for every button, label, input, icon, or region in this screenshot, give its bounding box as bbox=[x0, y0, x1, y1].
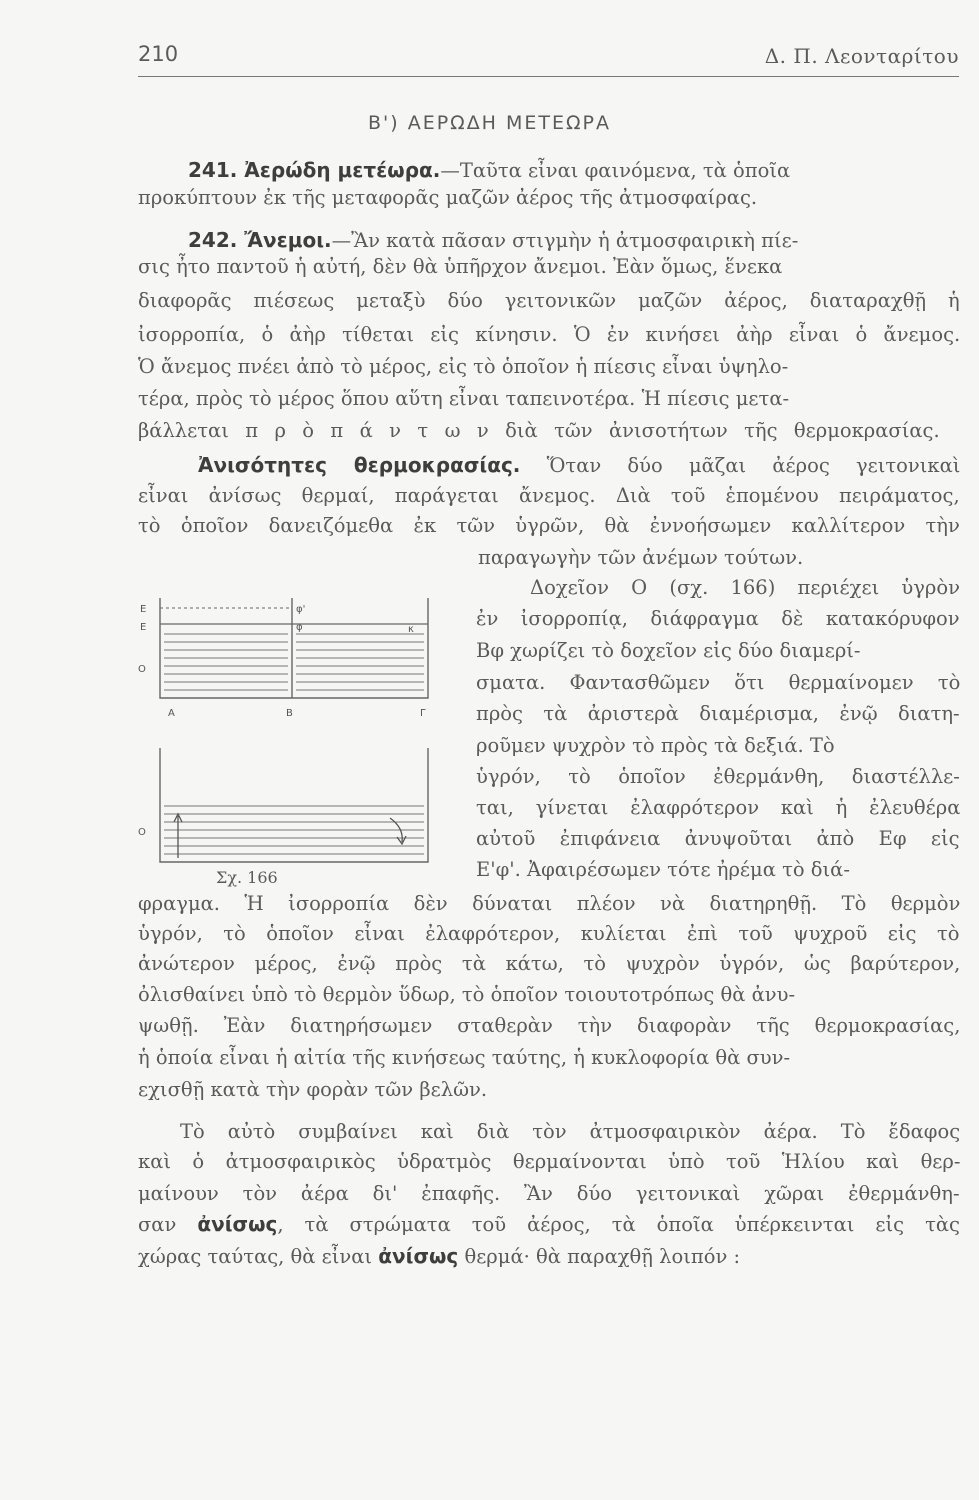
text-line bbox=[138, 325, 960, 345]
label-g: Γ bbox=[420, 708, 426, 719]
text-line bbox=[188, 230, 798, 251]
text-run: Ὁ ἄνεμος πνέει ἀπὸ τὸ μέρος, εἰς τὸ ὁποῖον ἡ πίεσις εἶναι ὑψηλο- bbox=[138, 355, 789, 378]
running-title: Δ. Π. Λεονταρίτου bbox=[764, 44, 959, 68]
text-run: Ε'φ'. Ἀφαιρέσωμεν τότε ἠρέμα τὸ διά- bbox=[476, 858, 850, 881]
text-run: θερμά· θὰ παραχθῇ λοιπόν : bbox=[458, 1245, 741, 1268]
text-line bbox=[138, 357, 788, 377]
label-k: κ bbox=[408, 624, 414, 635]
text-line bbox=[476, 704, 960, 724]
figure-166 bbox=[132, 580, 462, 900]
bold-run: 242. Ἄνεμοι. bbox=[188, 228, 332, 252]
text-line bbox=[138, 954, 960, 974]
text-run: χώρας ταύτας, θὰ εἶναι bbox=[138, 1245, 379, 1268]
text-run: εχισθῇ κατὰ τὴν φορὰν τῶν βελῶν. bbox=[138, 1078, 488, 1101]
text-run: ὀλισθαίνει ὑπὸ τὸ θερμὸν ὕδωρ, τὸ ὁποῖον τοιουτοτρόπως θὰ ἀνυ- bbox=[138, 983, 796, 1006]
text-run: ἰσορροπία, ὁ ἀὴρ τίθεται εἰς κίνησιν. Ὁ ἐν κινήσει ἀὴρ εἶναι ὁ ἄνεμος. bbox=[138, 323, 961, 346]
text-line bbox=[138, 985, 795, 1005]
bold-run: ἀνίσως bbox=[378, 1244, 459, 1268]
label-b: Β bbox=[286, 708, 293, 719]
text-line bbox=[476, 673, 960, 693]
text-line bbox=[478, 548, 803, 568]
text-line bbox=[530, 578, 960, 598]
text-line bbox=[138, 1184, 960, 1204]
text-line bbox=[138, 1152, 960, 1172]
text-line bbox=[138, 188, 757, 208]
text-run: ὑγρόν, τὸ ὁποῖον ἐθερμάνθη, διαστέλλε- bbox=[476, 765, 960, 788]
text-run: τέρα, πρὸς τὸ μέρος ὅπου αὕτη εἶναι ταπεινοτέρα. Ἡ πίεσις μετα- bbox=[138, 387, 790, 410]
text-run: φραγμα. Ἡ ἰσορροπία δὲν δύναται πλέον νὰ διατηρηθῇ. Τὸ θερμὸν bbox=[138, 892, 961, 915]
label-phi: φ bbox=[296, 622, 303, 633]
text-line bbox=[138, 1080, 487, 1100]
text-line bbox=[180, 1122, 960, 1142]
text-line bbox=[188, 160, 790, 181]
text-run: ψωθῇ. Ἐὰν διατηρήσωμεν σταθερὰν τὴν διαφορὰν τῆς θερμοκρασίας, bbox=[138, 1014, 961, 1037]
text-line bbox=[138, 924, 960, 944]
text-run: ται, γίνεται ἐλαφρότερον καὶ ἡ ἐλευθέρα bbox=[476, 796, 961, 819]
label-o-bottom: Ο bbox=[138, 827, 146, 838]
text-line bbox=[138, 291, 960, 311]
text-run: —Ταῦτα εἶναι φαινόμενα, τὰ ὁποῖα bbox=[440, 159, 791, 182]
page-number: 210 bbox=[138, 42, 179, 66]
label-o-top: Ο bbox=[138, 664, 146, 675]
text-line bbox=[138, 1246, 740, 1267]
text-run: τὸ ὁποῖον δανειζόμεθα ἐκ τῶν ὑγρῶν, θὰ ἐννοήσωμεν καλλίτερον τὴν bbox=[138, 514, 960, 537]
text-line bbox=[138, 389, 789, 409]
text-run: ἡ ὁποία εἶναι ἡ αἰτία τῆς κινήσεως ταύτης, ἡ κυκλοφορία θὰ συν- bbox=[138, 1046, 791, 1069]
page-header bbox=[138, 40, 959, 77]
text-line bbox=[138, 257, 782, 277]
text-run: εἶναι ἀνίσως θερμαί, παράγεται ἄνεμος. Διὰ τοῦ ἑπομένου πειράματος, bbox=[138, 484, 960, 507]
text-line bbox=[138, 421, 940, 441]
text-line bbox=[138, 1016, 960, 1036]
text-line bbox=[138, 1048, 790, 1068]
label-a: Α bbox=[168, 708, 175, 719]
text-line bbox=[476, 829, 960, 849]
label-e-top: Ε bbox=[140, 604, 147, 615]
text-run: βάλλεται π ρ ὸ π ά ν τ ω ν διὰ τῶν ἀνισοτήτων τῆς θερμοκρασίας. bbox=[138, 419, 940, 442]
text-run: Βφ χωρίζει τὸ δοχεῖον εἰς δύο διαμερί- bbox=[476, 639, 861, 662]
bold-run: ἀνίσως bbox=[197, 1212, 278, 1236]
text-run: παραγωγὴν τῶν ἀνέμων τούτων. bbox=[478, 546, 804, 569]
text-run: Ὅταν δύο μᾶζαι ἀέρος γειτονικαὶ bbox=[520, 454, 961, 477]
figure-caption: Σχ. 166 bbox=[216, 868, 278, 887]
section-title: Β') ΑΕΡΩΔΗ ΜΕΤΕΩΡΑ bbox=[368, 112, 611, 134]
text-line bbox=[138, 516, 960, 536]
text-run: ἀνώτερον μέρος, ἐνῷ πρὸς τὰ κάτω, τὸ ψυχρὸν ὑγρόν, ὡς βαρύτερον, bbox=[138, 952, 961, 975]
text-run: σις ἦτο παντοῦ ἡ αὐτή, δὲν θὰ ὑπῆρχον ἄνεμοι. Ἐὰν ὅμως, ἕνεκα bbox=[138, 255, 783, 278]
text-run: Δοχεῖον Ο (σχ. 166) περιέχει ὑγρὸν bbox=[530, 576, 960, 599]
text-run: προκύπτουν ἐκ τῆς μεταφορᾶς μαζῶν ἀέρος τῆς ἀτμοσφαίρας. bbox=[138, 186, 758, 209]
text-run: καὶ ὁ ἀτμοσφαιρικὸς ὑδρατμὸς θερμαίνονται ὑπὸ τοῦ Ἡλίου καὶ θερ- bbox=[138, 1150, 961, 1173]
text-line bbox=[476, 609, 960, 629]
text-line bbox=[476, 798, 960, 818]
text-run: —Ἂν κατὰ πᾶσαν στιγμὴν ἡ ἀτμοσφαιρικὴ πίε- bbox=[331, 229, 799, 252]
text-line bbox=[476, 641, 861, 661]
text-run: αὐτοῦ ἐπιφάνεια ἀνυψοῦται ἀπὸ Εφ εἰς bbox=[476, 827, 960, 850]
text-line bbox=[138, 1214, 960, 1235]
text-run: σαν bbox=[138, 1213, 198, 1236]
text-run: , τὰ στρώματα τοῦ ἀέρος, τὰ ὁποῖα ὑπέρκεινται εἰς τὰς bbox=[277, 1213, 960, 1236]
text-run: ροῦμεν ψυχρὸν τὸ πρὸς τὰ δεξιά. Τὸ bbox=[476, 734, 835, 757]
text-run: διαφορᾶς πιέσεως μεταξὺ δύο γειτονικῶν μαζῶν ἀέρος, διαταραχθῇ ἡ bbox=[138, 289, 960, 312]
label-e-second: Ε bbox=[140, 622, 147, 633]
text-run: ἐν ἰσορροπίᾳ, διάφραγμα δὲ κατακόρυφον bbox=[476, 607, 960, 630]
text-line bbox=[198, 455, 960, 476]
text-line bbox=[476, 736, 835, 756]
bold-run: 241. Ἀερώδη μετέωρα. bbox=[188, 158, 441, 182]
text-run: Τὸ αὐτὸ συμβαίνει καὶ διὰ τὸν ἀτμοσφαιρικὸν ἀέρα. Τὸ ἔδαφος bbox=[180, 1120, 961, 1143]
text-run: πρὸς τὰ ἀριστερὰ διαμέρισμα, ἐνῷ διατη- bbox=[476, 702, 960, 725]
bold-run: Ἀνισότητες θερμοκρασίας. bbox=[198, 453, 521, 477]
text-line bbox=[138, 486, 960, 506]
text-run: ὑγρόν, τὸ ὁποῖον εἶναι ἐλαφρότερον, κυλίεται ἐπὶ τοῦ ψυχροῦ εἰς τὸ bbox=[138, 922, 960, 945]
text-line bbox=[476, 767, 960, 787]
text-run: σματα. Φαντασθῶμεν ὅτι θερμαίνομεν τὸ bbox=[476, 671, 961, 694]
label-phi-prime: φ' bbox=[296, 604, 306, 615]
text-line bbox=[476, 860, 850, 880]
text-run: μαίνουν τὸν ἀέρα δι' ἐπαφῆς. Ἂν δύο γειτονικαὶ χῶραι ἐθερμάνθη- bbox=[138, 1182, 960, 1205]
